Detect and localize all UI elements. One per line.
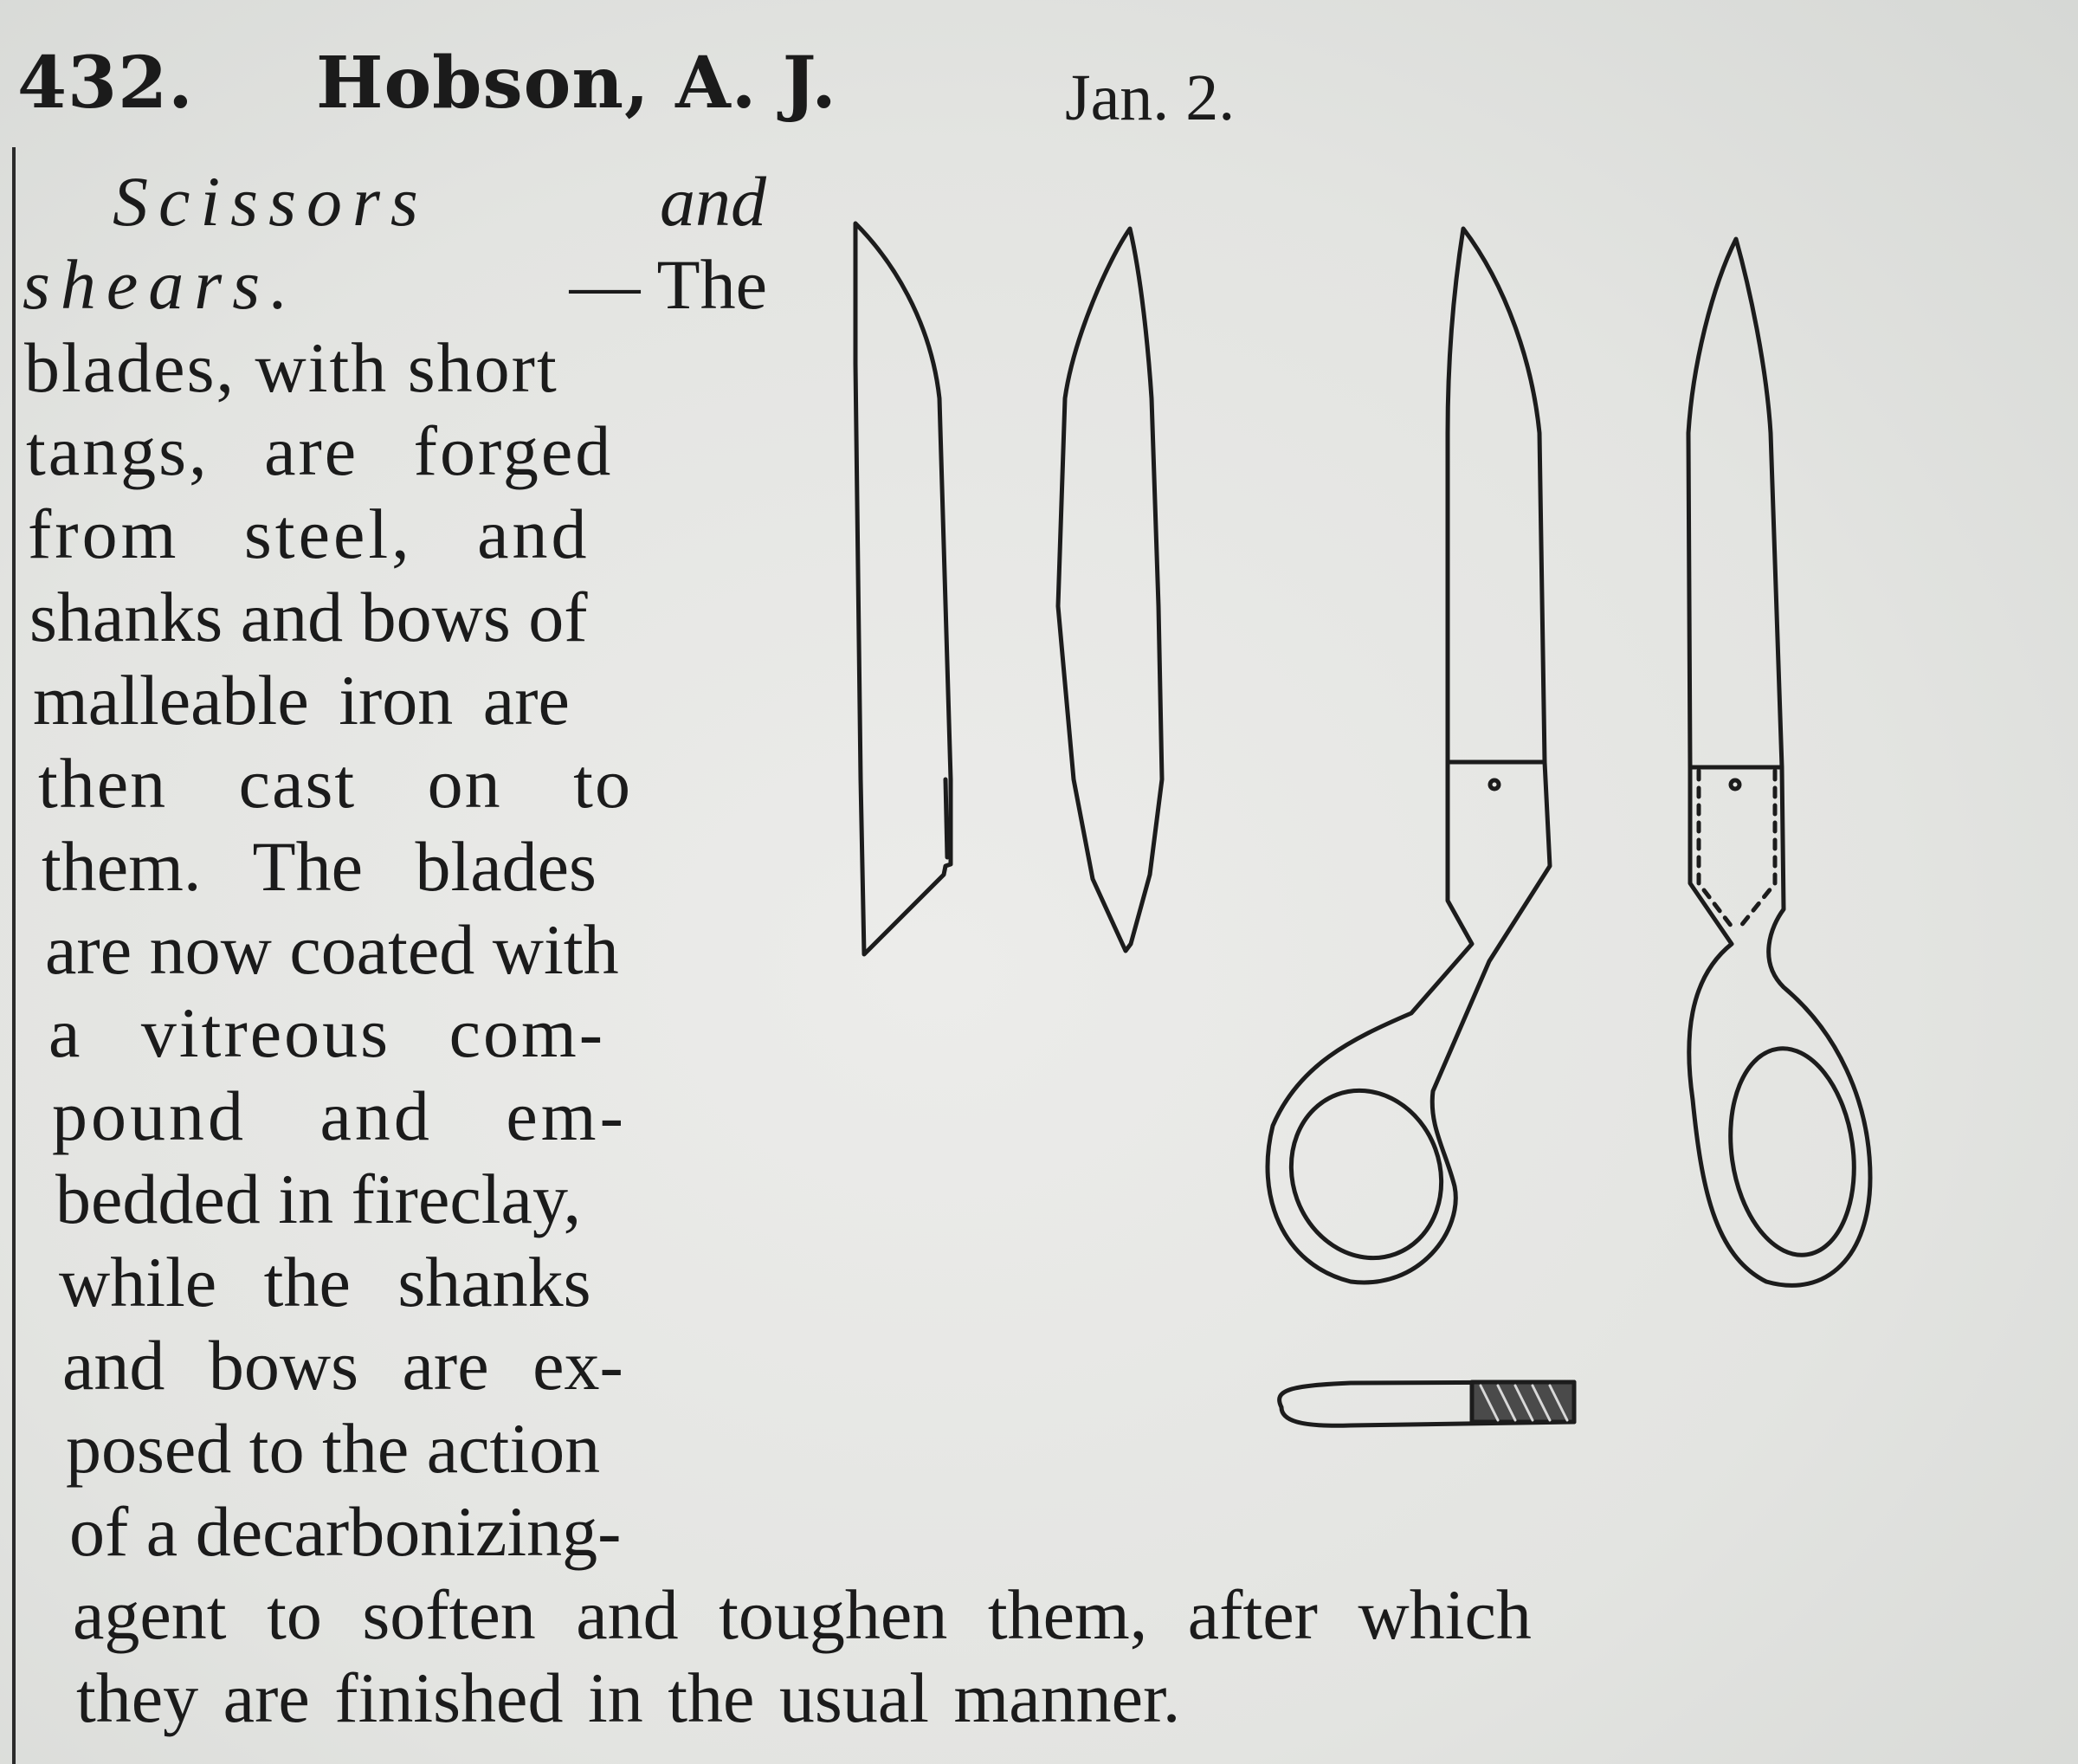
text-line: blades, with short [24, 328, 558, 407]
text-segment: Scissors [113, 162, 429, 241]
text-line: they are finished in the usual manner. [76, 1658, 1181, 1737]
text-line [23, 243, 767, 326]
text-line: pound and em- [52, 1076, 627, 1155]
text-segment: shears. [23, 245, 299, 324]
entry-author: Hobson, A. J. [316, 42, 837, 125]
text-line: a vitreous com- [48, 993, 606, 1072]
column-rule [12, 147, 16, 1764]
text-line: them. The blades [42, 827, 597, 906]
text-line: bedded in fireclay, [55, 1160, 582, 1238]
text-line: agent to soften and toughen them, after which [73, 1575, 1532, 1654]
text-line: malleable iron are [33, 661, 570, 740]
entry-date: Jan. 2. [1065, 61, 1236, 134]
text-line: posed to the action [66, 1409, 601, 1488]
entry-number: 432. [17, 42, 194, 125]
text-line: are now coated with [45, 910, 619, 989]
text-line: shanks and bows of [29, 578, 588, 656]
text-line: while the shanks [59, 1243, 591, 1321]
text-line [113, 160, 766, 243]
text-line: then cast on to [38, 744, 632, 823]
text-line: and bows are ex- [62, 1326, 623, 1405]
text-segment: and [660, 162, 766, 241]
text-line: tangs, are forged [26, 411, 614, 490]
text-line: of a decarbonizing- [69, 1492, 622, 1571]
text-segment: — The [569, 245, 767, 324]
text-line: from steel, and [28, 494, 590, 573]
